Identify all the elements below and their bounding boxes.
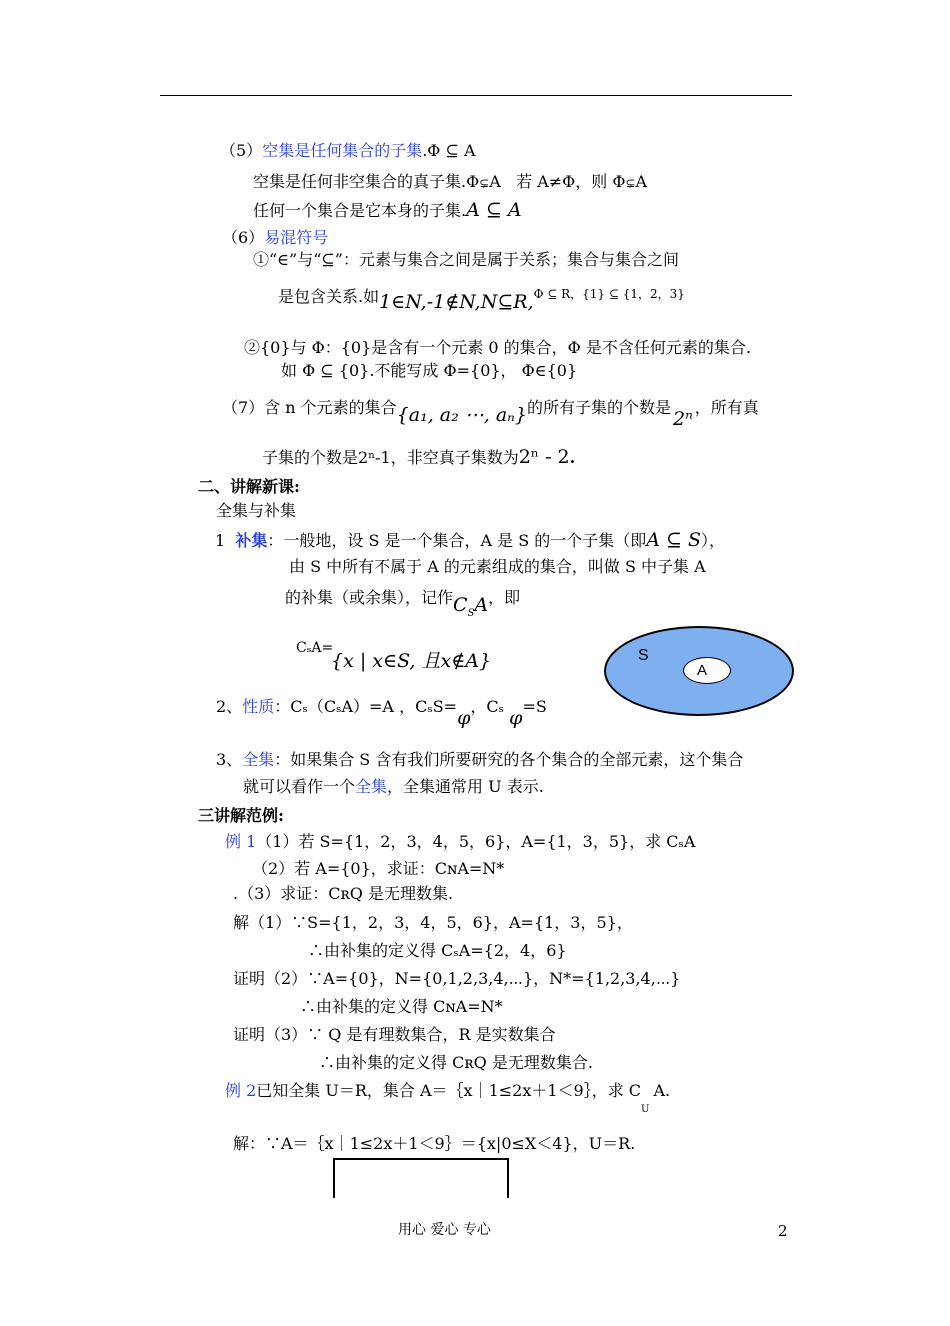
c2-phi2: φ <box>509 707 523 729</box>
number-line-frame <box>333 1158 509 1198</box>
sec6-item2-line2: 如 Φ ⊆ {0}.不能写成 Φ={0}， Φ∈{0} <box>281 361 578 380</box>
sec5-num: （5） <box>220 141 263 160</box>
c1-close: ）， <box>701 531 726 550</box>
part3-heading: 三讲解范例: <box>198 806 284 825</box>
page-number: 2 <box>778 1222 788 1240</box>
sec7-set-expr: {a₁, a₂ ⋯, aₙ} <box>396 404 527 426</box>
part2-subheading: 全集与补集 <box>216 501 297 520</box>
sec7-line1 <box>222 396 759 430</box>
ex1-line2: （2）若 A={0}，求证：CɴA=N* <box>252 859 505 878</box>
c1-term: 补集 <box>235 531 268 550</box>
sec6-item1-tail: Φ ⊆ R，{1} ⊆ {1，2，3} <box>533 287 685 301</box>
ex2-text: 已知全集 U＝R，集合 A＝｛x｜1≤2x＋1＜9｝，求 C <box>256 1081 642 1100</box>
ex2-line <box>225 1081 671 1116</box>
proof2-line2: ∴由补集的定义得 CɴA=N* <box>300 997 503 1016</box>
sec7-pre: （7）含 n 个元素的集合 <box>222 398 397 417</box>
complement-notation <box>453 594 489 619</box>
proof3-line1: 证明（3）∵ Q 是有理数集合，R 是实数集合 <box>233 1025 556 1044</box>
sec5-line2-text: 空集是任何非空集合的真子集.Φ <box>253 172 480 191</box>
footer-motto: 用心 爱心 专心 <box>398 1222 491 1238</box>
c1-text: ：一般地，设 S 是一个集合，A 是 S 的一个子集（即 <box>267 531 647 550</box>
proof3-line2: ∴由补集的定义得 CʀQ 是无理数集合. <box>319 1053 593 1072</box>
sec5-line1 <box>220 141 476 160</box>
sec7-line2-end: . <box>569 448 576 467</box>
ex1-label: 例 1 <box>225 832 257 851</box>
complement-def-line3 <box>285 586 521 619</box>
sec6-item1-line2 <box>278 285 685 313</box>
sol2-line: 解：∵A＝｛x｜1≤2x＋1＜9｝＝{x|0≤X＜4}，U＝R. <box>233 1134 636 1153</box>
sec5-line3 <box>253 199 522 222</box>
sec7-line2-pow2: 2ⁿ - 2 <box>518 446 570 468</box>
c1-notation-a: A <box>474 594 489 616</box>
sec7-line2-mid: -1，非空真子集数为 <box>375 448 519 467</box>
sec5-line3-text: 任何一个集合是它本身的子集. <box>253 201 467 220</box>
c2-num: 2、 <box>216 697 243 716</box>
proper-subset-symbol: ⊊ <box>479 176 490 190</box>
sec5-line2-a2: A <box>635 172 648 191</box>
sec6-item2-line1: ②{0}与 Φ：{0}是含有一个元素 0 的集合，Φ 是不含任何元素的集合. <box>244 338 751 357</box>
c1-notation-sub: S <box>467 607 475 619</box>
complement-def-line2: 由 S 中所有不属于 A 的元素组成的集合，叫做 S 中子集 A <box>289 557 706 576</box>
proper-subset-symbol-2: ⊊ <box>625 176 636 190</box>
sec6-item1-math: 1∈N,-1∉N,N⊆R, <box>379 291 534 313</box>
sec5-line2-a: A <box>489 172 501 191</box>
sol1-line1: 解（1）∵S={1，2，3，4，5，6}，A={1，3，5}， <box>233 913 633 932</box>
c1-notation-c: C <box>453 594 468 616</box>
sec5-line2 <box>253 172 647 191</box>
c1-expr: A ⊆ S <box>646 529 702 551</box>
c2-phi: φ <box>457 707 471 729</box>
c3-num: 3、 <box>216 750 243 769</box>
universal-set-line1 <box>216 750 743 769</box>
c2-term: 性质 <box>242 697 275 716</box>
sec5-line3-expr: A ⊆ A <box>466 199 522 221</box>
ex1-q1: （1）若 S={1，2，3，4，5，6}，A={1，3，5}，求 CₛA <box>256 832 696 851</box>
c3-line2-pre: 就可以看作一个 <box>243 777 356 796</box>
sec6-heading <box>222 228 328 247</box>
sol1-line2: ∴由补集的定义得 CₛA={2，4，6} <box>308 941 567 960</box>
c1-tail: ，即 <box>488 588 521 607</box>
property-line <box>216 695 547 729</box>
c3-line2-post: ，全集通常用 U 表示. <box>387 777 544 796</box>
sec6-title: 易混符号 <box>264 228 329 247</box>
sec6-num: （6） <box>222 228 265 247</box>
c2-end: =S <box>522 697 547 716</box>
sec7-line2-pre: 子集的个数是 <box>262 448 359 467</box>
c1-line3: 的补集（或余集），记作 <box>285 588 454 607</box>
venn-label-a: A <box>697 662 708 679</box>
sec7-pow: 2ⁿ <box>672 408 693 430</box>
ex1-line1 <box>225 832 696 851</box>
sec7-post: ，所有真 <box>694 398 759 417</box>
sec7-mid: 的所有子集的个数是 <box>526 398 671 417</box>
complement-def-expr: {x | x∈S, 且x∉A} <box>331 650 492 672</box>
ex2-label: 例 2 <box>225 1081 257 1100</box>
ex2-sub: U <box>641 1104 650 1116</box>
sec5-title: 空集是任何集合的子集 <box>262 141 423 160</box>
sec7-line2-pow: 2ⁿ <box>358 448 376 467</box>
sec5-line2-cond: 若 A≠Φ，则 Φ <box>516 172 626 191</box>
complement-def-line1 <box>215 529 725 552</box>
universal-set-line2 <box>243 777 544 796</box>
sec6-item1-line1: ①“∈”与“⊆”：元素与集合之间是属于关系；集合与集合之间 <box>253 250 679 269</box>
c3-term: 全集 <box>242 750 275 769</box>
c3-text: ：如果集合 S 含有我们所要研究的各个集合的全部元素，这个集合 <box>274 750 744 769</box>
c3-line2-term: 全集 <box>355 777 388 796</box>
ex2-end: A. <box>653 1081 671 1100</box>
header-rule <box>160 95 792 96</box>
venn-label-s: S <box>638 647 649 664</box>
sec7-line2 <box>262 446 575 469</box>
sec5-expr: .Φ ⊆ A <box>422 141 476 160</box>
sec6-item1-text: 是包含关系.如 <box>278 287 380 306</box>
part2-heading: 二、讲解新课: <box>198 477 300 496</box>
ex1-line3: .（3）求证：CʀQ 是无理数集. <box>233 884 454 903</box>
c2-text: ：Cₛ（CₛA）=A ，CₛS= <box>274 697 458 716</box>
c1-num: 1 <box>215 531 226 550</box>
complement-def-label: CₛA= <box>296 640 334 656</box>
c2-mid: ，Cₛ <box>470 697 505 716</box>
proof2-line1: 证明（2）∵A={0}，N={0,1,2,3,4,⋯}，N*={1,2,3,4,⋯} <box>233 969 681 988</box>
